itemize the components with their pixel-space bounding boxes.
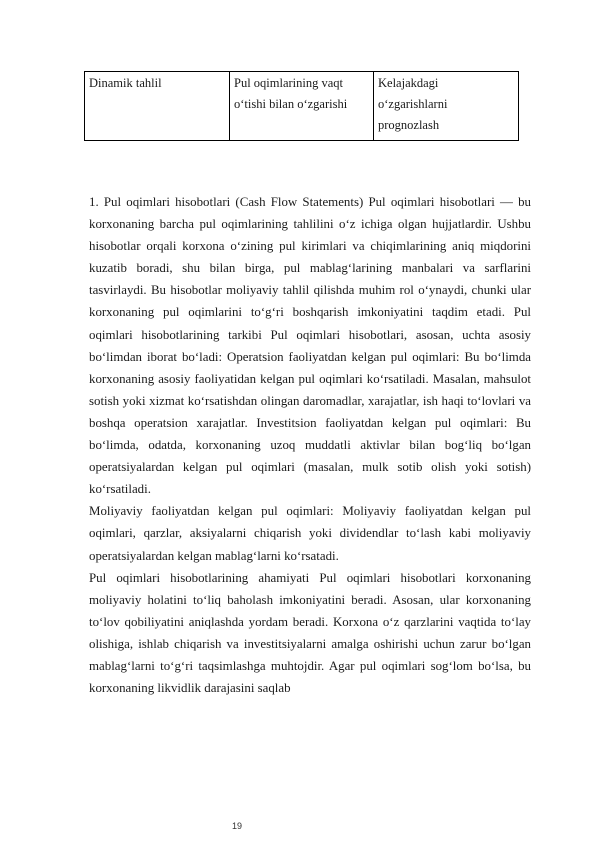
cell-text: prognozlash [378, 118, 440, 132]
page-number: 19 [232, 821, 243, 831]
cell-text: Kelajakdagi [378, 76, 439, 90]
table-cell-description [230, 72, 374, 141]
paragraph-cash-flow-statements: 1. Pul oqimlari hisobotlari (Cash Flow Statements) Pul oqimlari hisobotlari — bu korxonaning barcha pul oqimlarining tahlilini o‘z ichiga olgan hujjatlardir. Ushbu hisobotlar orqali korxona o‘zining pul kirimlari va chiqimlarining aniq miqdorini kuzatib boradi, shu bilan birga, pul mablag‘larining manbalari va sarflarini tasvirlaydi. Bu hisobotlar moliyaviy tahlil qilishda muhim rol o‘ynaydi, chunki ular korxonaning pul oqimlarini to‘g‘ri boshqarish imkoniyatini taqdim etadi. Pul oqimlari hisobotlarining tarkibi Pul oqimlari hisobotlari, asosan, uchta asosiy bo‘limdan iborat bo‘ladi: Operatsion faoliyatdan kelgan pul oqimlari: Bu bo‘limda korxonaning asosiy faoliyatidan kelgan pul oqimlari ko‘rsatiladi. Masalan, mahsulot sotish yoki xizmat ko‘rsatishdan olingan daromadlar, xarajatlar, ish haqi to‘lovlari va boshqa operatsion xarajatlar. Investitsion faoliyatdan kelgan pul oqimlari: Bu bo‘limda, odatda, korxonaning uzoq muddatli aktivlar bilan bog‘liq bo‘lgan operatsiyalardan kelgan pul oqimlari (masalan, mulk sotib olish yoki sotish) ko‘rsatiladi. [89, 195, 531, 497]
analysis-methods-table [84, 71, 519, 141]
paragraph-financing-activities: Moliyaviy faoliyatdan kelgan pul oqimlari: Moliyaviy faoliyatdan kelgan pul oqimlari, qarzlar, aksiyalarni chiqarish yoki dividendlar to‘lash kabi moliyaviy operatsiyalardan kelgan mablag‘larni ko‘rsatadi. [89, 504, 531, 563]
table-cell-purpose [374, 72, 519, 141]
cell-text: o‘tishi bilan o‘zgarishi [234, 97, 348, 111]
cell-text: Pul oqimlarining vaqt [234, 76, 344, 90]
body-text [89, 191, 531, 699]
continued-table [84, 71, 517, 141]
cell-text: Dinamik tahlil [89, 76, 162, 90]
table-cell-method [85, 72, 230, 141]
cell-text: o‘zgarishlarni [378, 97, 448, 111]
table-row [85, 72, 519, 141]
paragraph-importance: Pul oqimlari hisobotlarining ahamiyati Pul oqimlari hisobotlari korxonaning moliyaviy holatini to‘liq baholash imkoniyatini beradi. Asosan, ular korxonaning to‘lov qobiliyatini aniqlashda yordam beradi. Korxona o‘z qarzlarini vaqtida to‘lay olishiga, ishlab chiqarish va investitsiyalarni amalga oshirishi uchun zarur bo‘lgan mablag‘larni to‘g‘ri taqsimlashga muhtojdir. Agar pul oqimlari sog‘lom bo‘lsa, bu korxonaning likvidlik darajasini saqlab [89, 570, 531, 696]
